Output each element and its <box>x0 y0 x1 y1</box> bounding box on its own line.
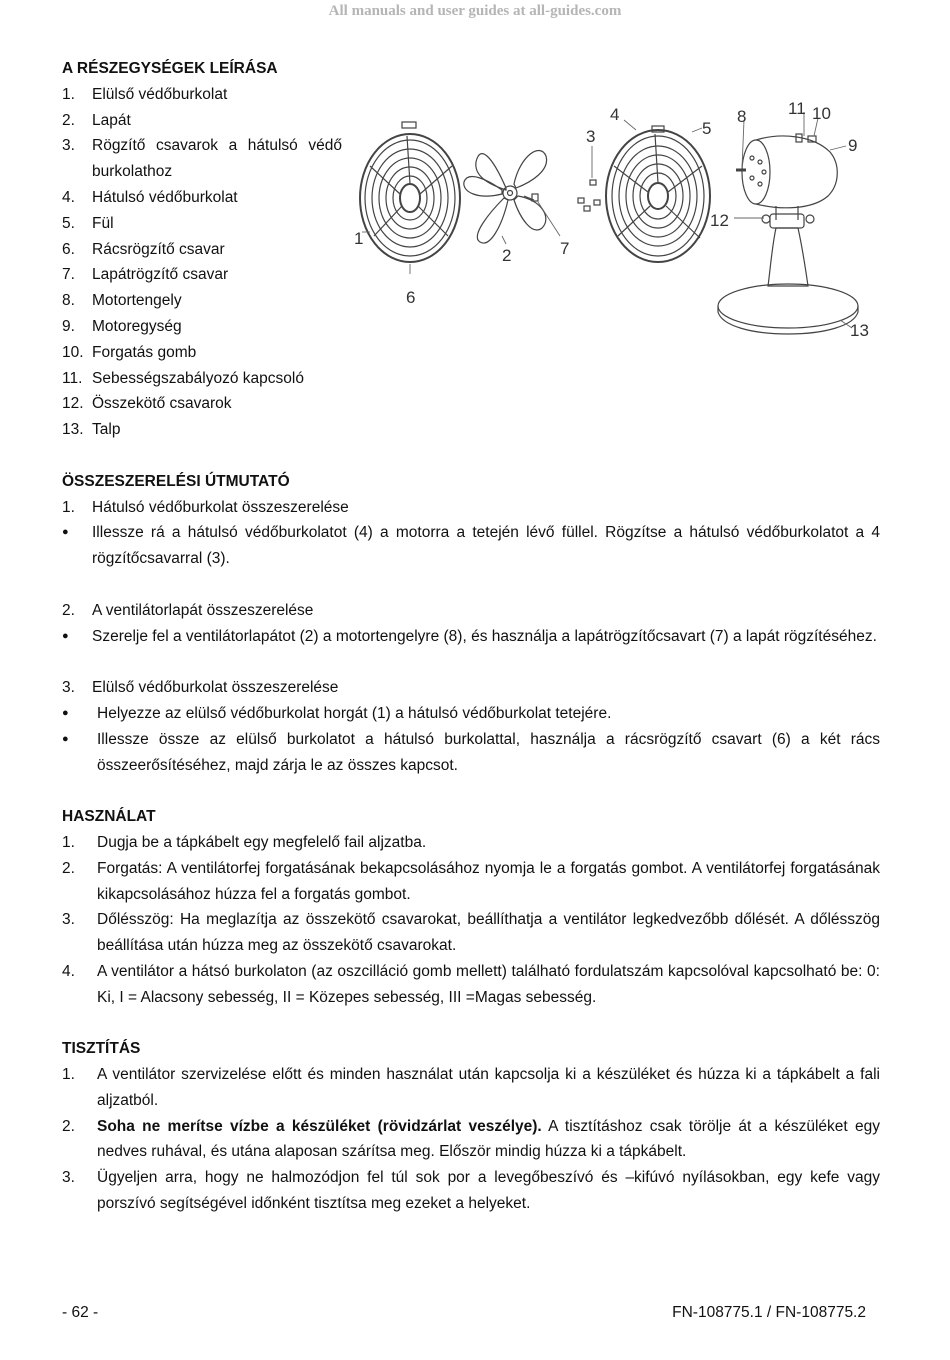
list-number: 5. <box>62 214 75 232</box>
step-title: Elülső védőburkolat összeszerelése <box>92 679 339 697</box>
list-number: 4. <box>62 188 75 206</box>
label-11: 11 <box>788 99 806 118</box>
list-text: A ventilátor szervizelése előtt és minden használat után kapcsolja ki a készüléket és húzza ki a tápkábelt a fali aljzatból. <box>97 1066 880 1109</box>
list-item <box>62 959 880 1011</box>
assembly-step-2 <box>62 598 880 624</box>
list-item <box>62 417 342 443</box>
fan-parts-diagram <box>352 96 880 346</box>
list-number: 2. <box>62 1117 75 1135</box>
list-text: Rácsrögzítő csavar <box>92 240 225 258</box>
label-13: 13 <box>850 321 869 340</box>
screws-drawing <box>578 180 600 211</box>
label-7: 7 <box>560 239 570 258</box>
list-text: Fül <box>92 214 114 232</box>
list-number: 11. <box>62 369 83 387</box>
list-item <box>62 907 880 959</box>
list-number: 1. <box>62 85 75 103</box>
bullet-item <box>62 520 880 572</box>
parts-title: A RÉSZEGYSÉGEK LEÍRÁSA <box>62 60 278 77</box>
bullet-text: Illessze rá a hátulsó védőburkolatot (4) a motorra a tetején lévő füllel. Rögzítse a hátulsó védőburkolatot a 4 rögzítőcsavarral (3). <box>92 524 880 568</box>
list-item <box>62 211 342 237</box>
usage-list <box>62 830 880 1011</box>
list-number: 13. <box>62 421 84 439</box>
list-number: 1. <box>62 498 75 516</box>
stand-drawing <box>762 206 814 286</box>
list-number: 9. <box>62 317 75 335</box>
list-text: Ügyeljen arra, hogy ne halmozódjon fel túl sok por a levegőbeszívó és –kifúvó nyílásokban, egy kefe vagy porszívó segítségével időnként tisztítsa meg ezeket a helyeket. <box>97 1169 880 1213</box>
list-item <box>62 237 342 263</box>
bullet-item <box>62 727 880 779</box>
list-number: 3. <box>62 1169 75 1187</box>
label-3: 3 <box>586 127 596 146</box>
list-item <box>62 314 342 340</box>
bullet-icon: ● <box>62 706 69 719</box>
motor-unit-drawing <box>736 134 837 208</box>
list-text: Elülső védőburkolat <box>92 85 228 103</box>
list-number: 2. <box>62 601 75 619</box>
assembly-step-1 <box>62 495 880 521</box>
blade-drawing <box>464 151 547 243</box>
label-4: 4 <box>610 105 620 124</box>
cleaning-item-2 <box>62 1114 880 1166</box>
list-number: 12. <box>62 395 84 413</box>
list-text: Sebességszabályozó kapcsoló <box>92 369 304 387</box>
usage-title: HASZNÁLAT <box>62 808 156 826</box>
label-8: 8 <box>737 107 747 126</box>
step-title: A ventilátorlapát összeszerelése <box>92 601 314 619</box>
parts-list <box>62 82 342 443</box>
list-number: 2. <box>62 111 75 129</box>
list-number: 4. <box>62 962 75 980</box>
bullet-icon: ● <box>62 629 69 642</box>
list-text: Rögzítő csavarok a hátulsó védő burkolathoz <box>92 137 342 181</box>
label-6: 6 <box>406 288 416 307</box>
list-number: 10. <box>62 343 84 361</box>
list-text: Talp <box>92 421 121 439</box>
label-5: 5 <box>702 119 712 138</box>
cleaning-item-1 <box>62 1062 880 1114</box>
list-number: 3. <box>62 911 75 929</box>
list-text: A ventilátor a hátsó burkolaton (az oszcilláció gomb mellett) található fordulatszám kapcsolóval kapcsolható be: 0: Ki, I = Alacsony sebesség, II = Közepes sebesség, III =Magas sebesség. <box>97 962 880 1006</box>
list-item <box>62 262 342 288</box>
bullet-item <box>62 701 880 727</box>
list-text: Összekötő csavarok <box>92 395 232 413</box>
list-number: 3. <box>62 679 75 697</box>
list-text: Motortengely <box>92 292 182 310</box>
list-number: 7. <box>62 266 75 284</box>
label-2: 2 <box>502 246 512 265</box>
bullet-text: Helyezze az elülső védőburkolat horgát (1) a hátulsó védőburkolat tetejére. <box>97 704 612 722</box>
list-text: Dőlésszög: Ha meglazítja az összekötő csavarokat, beállíthatja a ventilátor legkedvezőbb dőlését. A dőlésszög beállítása után húzza meg az összekötő csavarokat. <box>97 911 880 955</box>
list-number: 1. <box>62 833 75 851</box>
list-text: Forgatás: A ventilátorfej forgatásának bekapcsolásához nyomja le a forgatás gombot. A ventilátorfej forgatásának kikapcsolásához húzza fel a forgatás gombot. <box>97 859 880 903</box>
warning-text: Soha ne merítse vízbe a készüléket (rövidzárlat veszélye). <box>97 1117 542 1135</box>
assembly-step-3 <box>62 675 880 701</box>
list-text: Forgatás gomb <box>92 343 197 361</box>
list-item <box>62 366 342 392</box>
list-text: Motoregység <box>92 317 182 335</box>
list-text: Lapát <box>92 111 131 129</box>
list-number: 2. <box>62 859 75 877</box>
list-number: 1. <box>62 1066 75 1084</box>
label-12: 12 <box>710 211 729 230</box>
label-1: 1 <box>354 229 364 248</box>
base-drawing <box>718 284 858 334</box>
cleaning-item-3 <box>62 1165 880 1217</box>
bullet-icon: ● <box>62 526 69 539</box>
bullet-text: Illessze össze az elülső burkolatot a hátulsó burkolattal, használja a rácsrögzítő csavart (6) a két rács összeerősítéséhez, majd zárja le az összes kapcsot. <box>97 730 880 774</box>
rear-guard-drawing <box>606 126 710 262</box>
front-guard-drawing <box>360 122 460 262</box>
model-number: FN-108775.1 / FN-108775.2 <box>672 1304 866 1321</box>
list-item <box>62 82 342 108</box>
bullet-icon: ● <box>62 732 69 745</box>
list-number: 6. <box>62 240 75 258</box>
cleaning-text: A tisztításhoz csak törölje át a készüléket egy nedves ruhával, és utána alaposan szárítsa meg. Először mindig húzza ki a tápkábelt. <box>97 1117 881 1161</box>
list-item <box>62 185 342 211</box>
list-text <box>97 1114 880 1166</box>
list-text: Lapátrögzítő csavar <box>92 266 229 284</box>
list-item <box>62 856 880 908</box>
bullet-text: Szerelje fel a ventilátorlapátot (2) a motortengelyre (8), és használja a lapátrögzítőcsavart (7) a lapát rögzítéséhez. <box>92 627 877 645</box>
cleaning-title: TISZTÍTÁS <box>62 1040 141 1058</box>
list-item <box>62 108 342 134</box>
label-10: 10 <box>812 104 831 123</box>
list-number: 3. <box>62 137 75 155</box>
list-number: 8. <box>62 292 75 310</box>
list-item <box>62 340 342 366</box>
assembly-title: ÖSSZESZERELÉSI ÚTMUTATÓ <box>62 472 290 490</box>
watermark: All manuals and user guides at all-guides.com <box>328 3 622 19</box>
list-item <box>62 133 342 185</box>
bullet-item <box>62 624 880 650</box>
step-title: Hátulsó védőburkolat összeszerelése <box>92 498 349 516</box>
list-item <box>62 391 342 417</box>
list-text: Hátulsó védőburkolat <box>92 188 238 206</box>
list-item <box>62 288 342 314</box>
list-text: Dugja be a tápkábelt egy megfelelő fail aljzatba. <box>97 833 427 851</box>
label-9: 9 <box>848 136 858 155</box>
page-number: - 62 - <box>62 1304 99 1321</box>
list-item <box>62 830 880 856</box>
